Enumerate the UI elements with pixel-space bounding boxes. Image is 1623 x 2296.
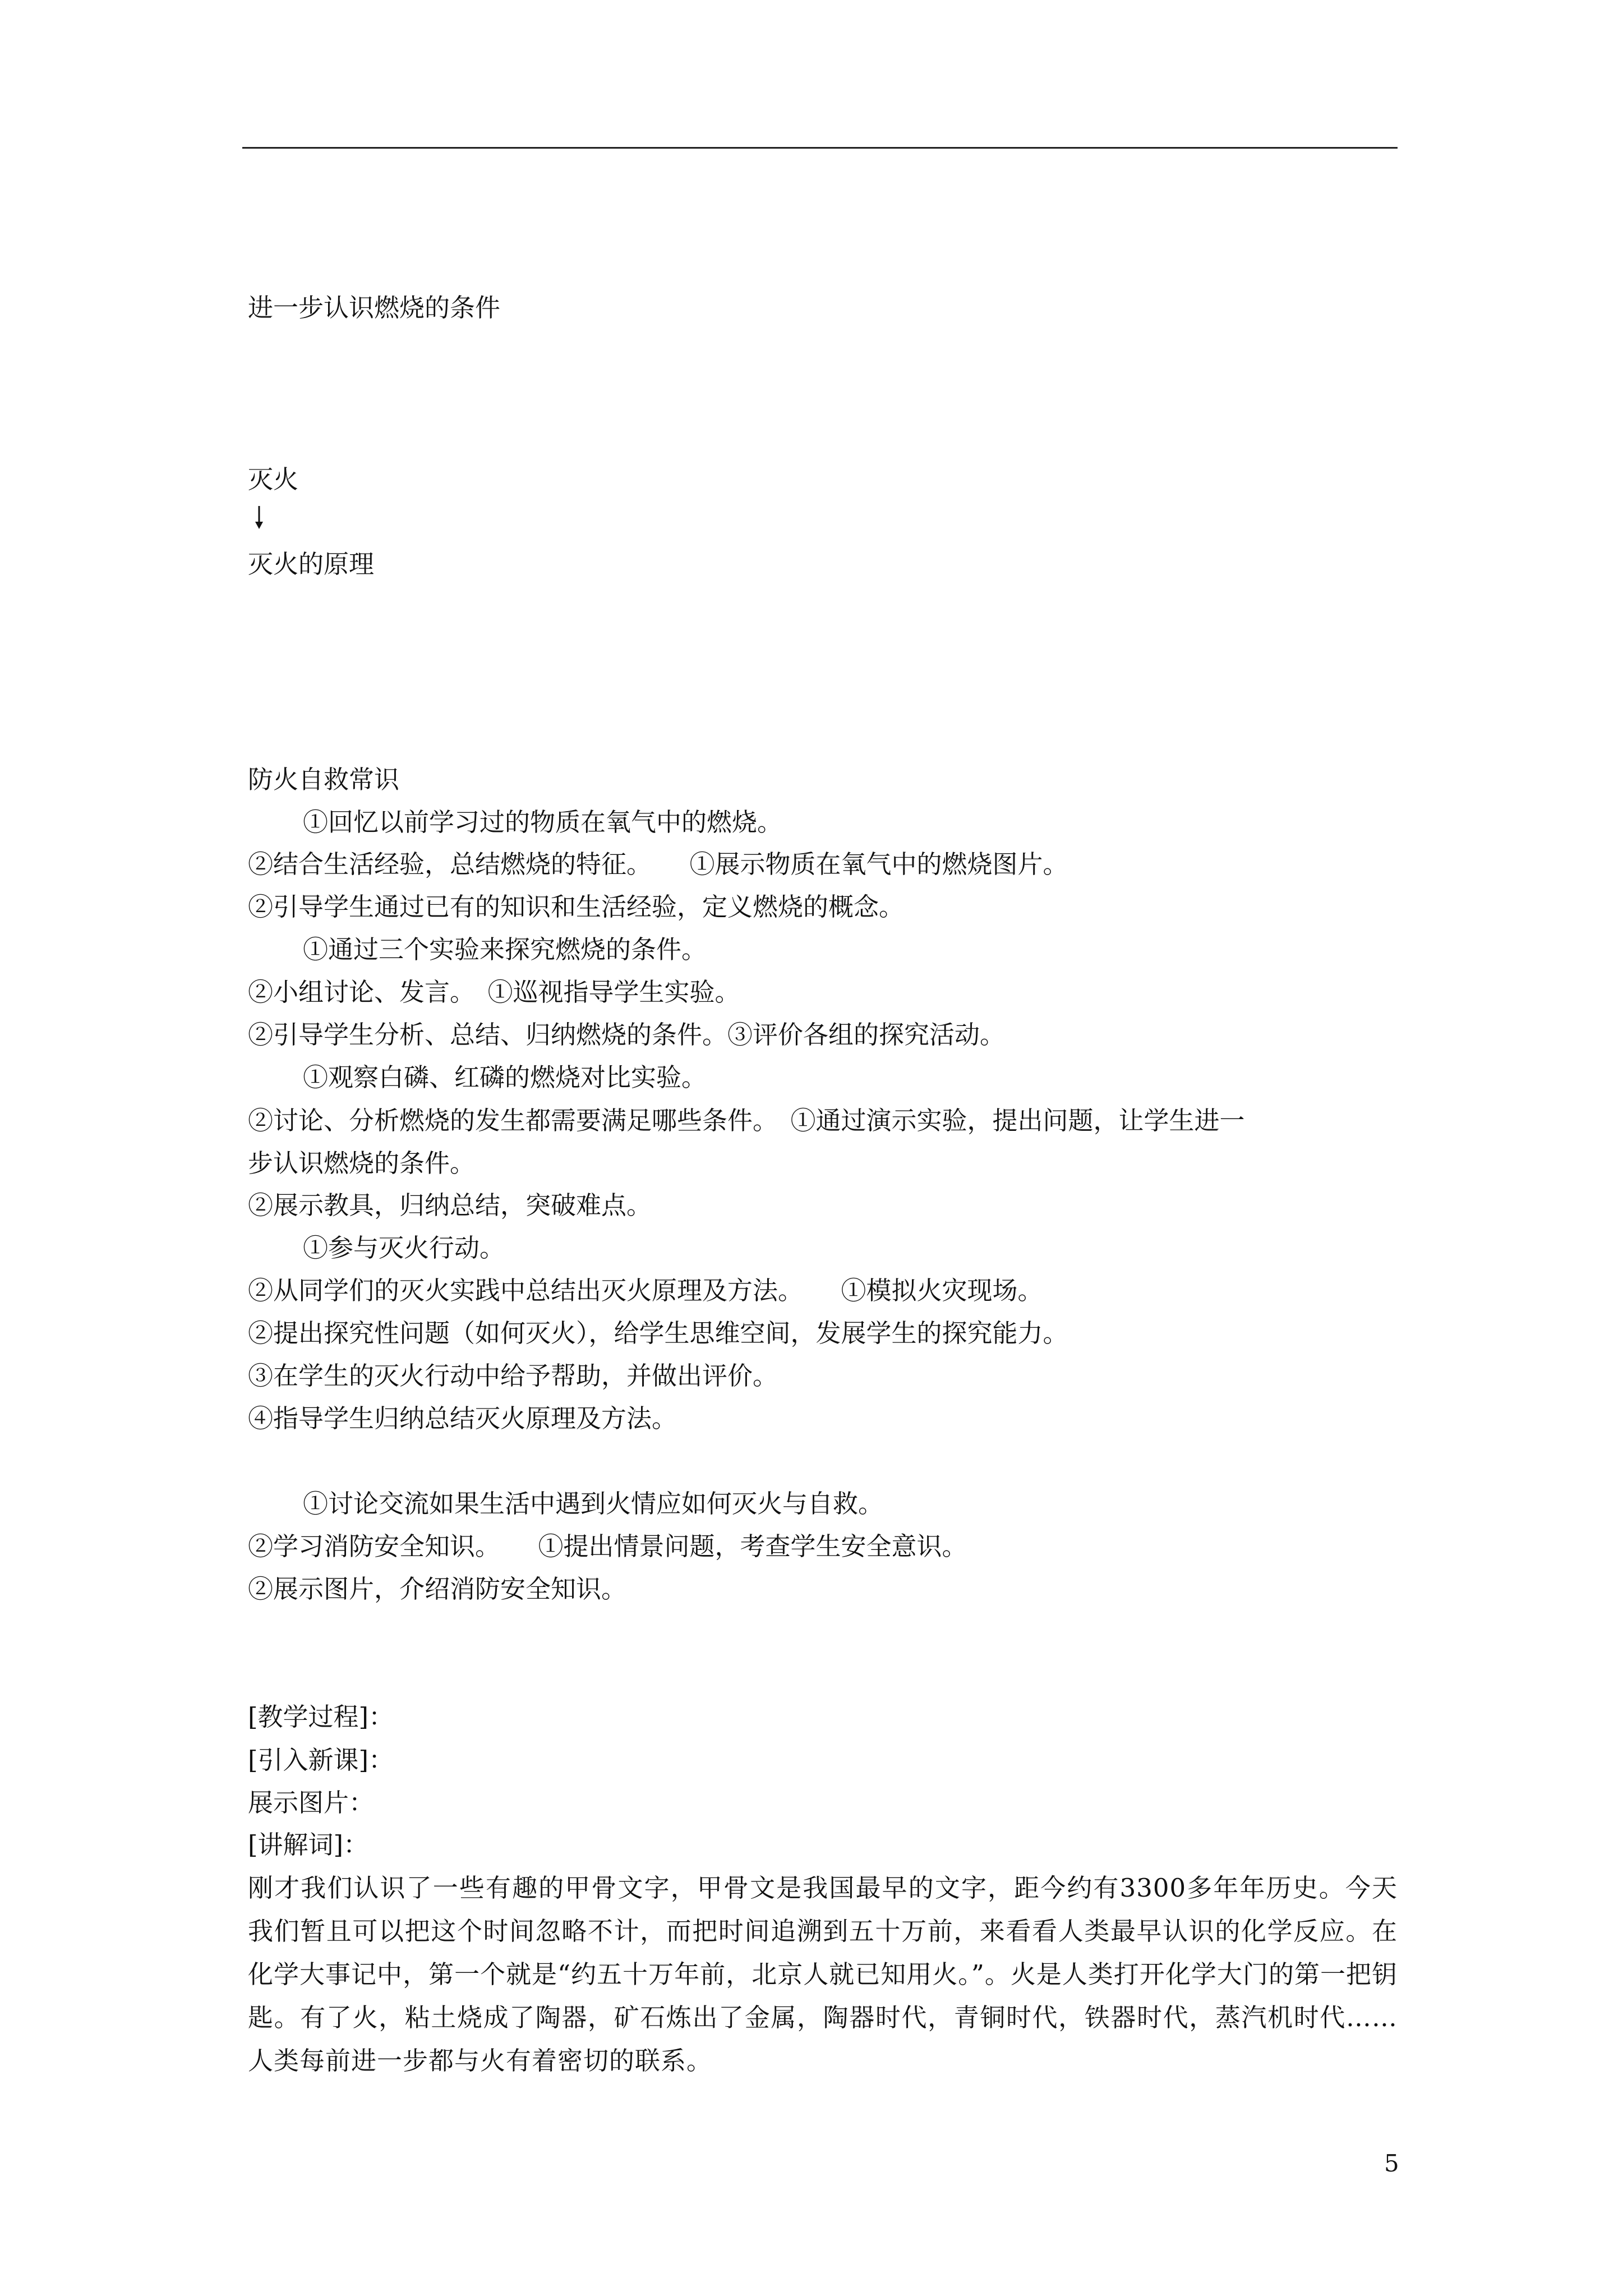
label-explanation: [讲解词]： [248, 1830, 369, 1860]
flow-top-label: 灭火 [248, 464, 299, 494]
line-4: ①通过三个实验来探究燃烧的条件。 [303, 935, 707, 964]
line-14: ③在学生的灭火行动中给予帮助，并做出评价。 [248, 1361, 778, 1391]
down-arrow-icon [253, 505, 265, 530]
header-rule [242, 147, 1398, 149]
line-1: ①回忆以前学习过的物质在氧气中的燃烧。 [303, 807, 783, 837]
line-16: ①讨论交流如果生活中遇到火情应如何灭火与自救。 [303, 1489, 884, 1519]
page-number: 5 [1384, 2150, 1399, 2177]
line-17: ②学习消防安全知识。 ①提出情景问题，考查学生安全意识。 [248, 1531, 967, 1561]
line-2: ②结合生活经验，总结燃烧的特征。 ①展示物质在氧气中的燃烧图片。 [248, 849, 1068, 879]
explanation-paragraph: 刚才我们认识了一些有趣的甲骨文字，甲骨文是我国最早的文字，距今约有3300多年年历史。今天我们暂且可以把这个时间忽略不计，而把时间追溯到五十万前，来看看人类最早认识的化学反应。在化学大事记中，第一个就是“约五十万年前，北京人就已知用火。”。火是人类打开化学大门的第一把钥匙。有了火，粘土烧成了陶器，矿石炼出了金属，陶器时代，青铜时代，铁器时代，蒸汽机时代……人类每前进一步都与火有着密切的联系。 [248, 1873, 1398, 2076]
line-12: ②从同学们的灭火实践中总结出灭火原理及方法。 ①模拟火灾现场。 [248, 1276, 1043, 1305]
line-6: ②引导学生分析、总结、归纳燃烧的条件。③评价各组的探究活动。 [248, 1020, 1006, 1050]
line-13: ②提出探究性问题（如何灭火），给学生思维空间，发展学生的探究能力。 [248, 1318, 1068, 1348]
label-teaching-process: [教学过程]： [248, 1702, 394, 1732]
line-7: ①观察白磷、红磷的燃烧对比实验。 [303, 1062, 707, 1092]
line-8: ②讨论、分析燃烧的发生都需要满足哪些条件。 ①通过演示实验，提出问题，让学生进一 [248, 1106, 1245, 1135]
line-9: 步认识燃烧的条件。 [248, 1148, 476, 1178]
line-5: ②小组讨论、发言。 ①巡视指导学生实验。 [248, 977, 740, 1007]
flow-bottom-label: 灭火的原理 [248, 549, 375, 579]
section-heading: 防火自救常识 [248, 765, 400, 794]
label-new-lesson: [引入新课]： [248, 1745, 394, 1775]
page-title: 进一步认识燃烧的条件 [248, 293, 501, 323]
label-show-images: 展示图片： [248, 1788, 375, 1818]
line-11: ①参与灭火行动。 [303, 1233, 505, 1263]
line-15: ④指导学生归纳总结灭火原理及方法。 [248, 1404, 677, 1433]
line-10: ②展示教具，归纳总结，突破难点。 [248, 1190, 652, 1220]
line-18: ②展示图片，介绍消防安全知识。 [248, 1574, 627, 1604]
line-3: ②引导学生通过已有的知识和生活经验，定义燃烧的概念。 [248, 892, 905, 922]
